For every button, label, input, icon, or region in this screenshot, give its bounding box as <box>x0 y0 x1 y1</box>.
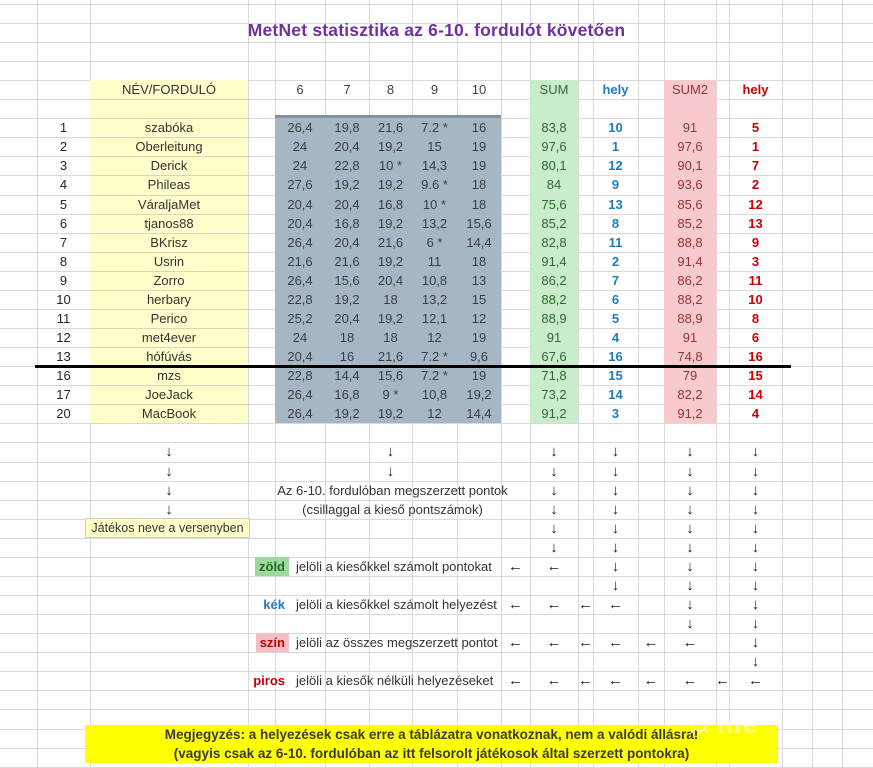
left-arrow-icon: ← <box>546 672 562 690</box>
hely2-cell[interactable]: 13 <box>748 215 763 231</box>
round-score-cell[interactable]: 13,2 <box>421 215 448 231</box>
player-name-note: Játékos neve a versenyben <box>85 518 250 538</box>
legend-label-piros: piros <box>253 673 285 689</box>
sum2-cell[interactable]: 91 <box>682 330 698 345</box>
down-arrow-icon: ↓ <box>686 481 694 499</box>
sum2-cell[interactable]: 85,6 <box>677 196 703 212</box>
name-cell[interactable]: Zorro <box>153 272 185 288</box>
round-score-cell[interactable]: 27,6 <box>287 177 313 193</box>
left-arrow-icon: ← <box>546 596 562 613</box>
round-score-cell[interactable]: 19,2 <box>377 310 404 326</box>
hely-cell[interactable]: 12 <box>608 158 623 174</box>
round-score-cell[interactable]: 16 <box>471 120 487 136</box>
round-score-cell[interactable]: 16,8 <box>334 387 360 403</box>
round-column-header[interactable]: 6 <box>296 82 304 98</box>
down-arrow-icon: ↓ <box>686 615 694 632</box>
down-arrow-icon: ↓ <box>686 519 694 537</box>
sum2-cell[interactable]: 90,1 <box>677 158 703 174</box>
row-number[interactable]: 5 <box>59 196 68 212</box>
round-score-cell[interactable]: 21,6 <box>377 234 404 250</box>
sum2-cell[interactable]: 91 <box>682 120 698 136</box>
round-score-cell[interactable]: 12 <box>427 406 442 422</box>
round-score-cell[interactable]: 21,6 <box>377 349 404 365</box>
page-title: MetNet statisztika az 6-10. fordulót követően <box>247 20 626 40</box>
sum-cell[interactable]: 86,2 <box>541 272 567 288</box>
gridline <box>0 767 873 768</box>
left-arrow-icon: ← <box>508 634 523 652</box>
sum-cell[interactable]: 75,6 <box>541 196 567 212</box>
down-arrow-icon: ↓ <box>751 519 760 537</box>
round-score-cell[interactable]: 24 <box>292 158 308 174</box>
round-score-cell[interactable]: 22,8 <box>287 368 313 384</box>
legend-label-zold: zöld <box>255 557 289 576</box>
row-number[interactable]: 3 <box>59 158 68 174</box>
round-column-header[interactable]: 10 <box>471 82 487 98</box>
round-score-cell[interactable]: 11 <box>427 253 442 269</box>
name-cell[interactable]: hófúvás <box>146 349 192 365</box>
hely-cell[interactable]: 13 <box>608 196 623 212</box>
round-score-cell[interactable]: 19 <box>471 158 487 174</box>
hely-cell[interactable]: 4 <box>611 330 620 345</box>
legend-row <box>168 595 289 614</box>
round-score-cell[interactable]: 21,6 <box>377 120 404 136</box>
round-score-cell[interactable]: 18 <box>383 330 398 345</box>
down-arrow-icon: ↓ <box>550 443 558 461</box>
round-score-cell[interactable]: 12,1 <box>421 310 448 326</box>
down-arrow-icon: ↓ <box>611 500 620 518</box>
left-arrow-icon: ← <box>508 672 523 690</box>
down-arrow-icon: ↓ <box>686 576 694 594</box>
down-arrow-icon: ↓ <box>686 462 694 480</box>
gridline <box>0 462 873 463</box>
row-number[interactable]: 11 <box>56 310 71 326</box>
name-cell[interactable]: herbary <box>146 291 192 307</box>
down-arrow-icon: ↓ <box>611 538 620 556</box>
sum2-cell[interactable]: 74,8 <box>677 349 703 365</box>
round-score-cell[interactable]: 10,8 <box>421 272 448 288</box>
name-column-header[interactable]: NÉV/FORDULÓ <box>122 82 216 97</box>
down-arrow-icon: ↓ <box>550 481 558 499</box>
hely2-cell[interactable]: 16 <box>748 349 763 365</box>
gridline <box>0 423 873 424</box>
legend-text: jelöli a kiesőkkel számolt helyezést <box>296 597 497 612</box>
round-score-cell[interactable]: 7.2 * <box>421 120 448 136</box>
hely2-cell[interactable]: 5 <box>751 120 760 136</box>
left-arrow-icon: ← <box>546 557 562 575</box>
legend-text: jelöli a kiesők nélküli helyezéseket <box>296 673 494 689</box>
watermark-text: me <box>716 709 760 739</box>
round-score-cell[interactable]: 7.2 * <box>421 349 448 365</box>
sum2-cell[interactable]: 93,6 <box>677 177 703 193</box>
gridline <box>90 99 248 100</box>
sum-cell[interactable]: 91,4 <box>541 253 567 269</box>
down-arrow-icon: ↓ <box>386 462 395 480</box>
left-arrow-icon: ← <box>578 596 593 613</box>
sum-cell[interactable]: 82,8 <box>541 234 567 250</box>
gridline <box>0 690 873 691</box>
sum2-cell[interactable]: 97,6 <box>677 139 703 155</box>
round-score-cell[interactable]: 18 <box>471 253 487 269</box>
name-cell[interactable]: mzs <box>157 368 181 384</box>
separator-line <box>35 365 791 368</box>
row-number[interactable]: 20 <box>56 406 71 422</box>
round-score-cell[interactable]: 22,8 <box>334 158 360 174</box>
round-score-cell[interactable]: 26,4 <box>287 120 313 136</box>
hely2-cell[interactable]: 8 <box>751 310 760 326</box>
hely2-cell[interactable]: 12 <box>748 196 763 212</box>
points-note-line1: Az 6-10. fordulóban megszerzett pontok <box>277 483 508 498</box>
round-score-cell[interactable]: 18 <box>383 291 398 307</box>
hely2-cell[interactable]: 4 <box>751 406 760 422</box>
sum-column-header[interactable]: SUM <box>539 82 569 97</box>
down-arrow-icon: ↓ <box>751 481 760 499</box>
sum2-cell[interactable]: 91,4 <box>677 253 703 269</box>
round-score-cell[interactable]: 15 <box>471 291 487 307</box>
round-score-cell[interactable]: 19 <box>471 139 487 155</box>
down-arrow-icon: ↓ <box>686 538 694 556</box>
round-column-header[interactable]: 7 <box>343 82 351 98</box>
round-score-cell[interactable]: 19 <box>471 368 487 384</box>
round-score-cell[interactable]: 20,4 <box>287 215 313 231</box>
round-score-cell[interactable]: 16,8 <box>377 196 404 212</box>
row-number[interactable]: 9 <box>59 272 68 288</box>
gridline <box>0 614 873 615</box>
round-score-cell[interactable]: 12 <box>471 310 487 326</box>
sum2-cell[interactable]: 91,2 <box>677 406 703 422</box>
round-column-header[interactable]: 8 <box>386 82 395 98</box>
down-arrow-icon: ↓ <box>611 462 620 480</box>
gridline <box>0 652 873 653</box>
round-score-cell[interactable]: 15,6 <box>377 368 404 384</box>
sum-cell[interactable]: 83,8 <box>541 120 567 136</box>
round-score-cell[interactable]: 14,4 <box>466 234 492 250</box>
down-arrow-icon: ↓ <box>611 557 620 575</box>
hely-cell[interactable]: 10 <box>608 120 623 136</box>
row-number[interactable]: 7 <box>59 234 68 250</box>
hely-cell[interactable]: 3 <box>611 406 620 422</box>
row-number[interactable]: 17 <box>56 387 71 403</box>
round-score-cell[interactable]: 21,6 <box>334 253 360 269</box>
round-score-cell[interactable]: 9,6 <box>469 349 489 365</box>
row-number[interactable]: 1 <box>59 120 68 136</box>
hely-cell[interactable]: 9 <box>611 177 620 193</box>
down-arrow-icon: ↓ <box>550 538 558 556</box>
row-number[interactable]: 10 <box>56 291 71 307</box>
name-cell[interactable]: Phileas <box>147 177 191 193</box>
down-arrow-icon: ↓ <box>751 557 760 575</box>
round-score-cell[interactable]: 19,2 <box>377 253 404 269</box>
left-arrow-icon: ← <box>608 634 623 652</box>
down-arrow-icon: ↓ <box>686 443 694 461</box>
round-score-cell[interactable]: 26,4 <box>287 406 313 422</box>
round-score-cell[interactable]: 18 <box>471 196 487 212</box>
hely2-cell[interactable]: 14 <box>748 387 763 403</box>
down-arrow-icon: ↓ <box>751 653 760 671</box>
row-number[interactable]: 2 <box>59 139 68 155</box>
footer-line2: (vagyis csak az 6-10. fordulóban az itt felsorolt játékosok által szerzett pontokra) <box>173 746 690 761</box>
round-score-cell[interactable]: 18 <box>471 177 487 193</box>
down-arrow-icon: ↓ <box>550 500 558 518</box>
hely2-cell[interactable]: 10 <box>748 291 763 307</box>
sum2-column-header[interactable]: SUM2 <box>671 82 709 97</box>
round-score-cell[interactable]: 14,4 <box>334 368 360 384</box>
hely-cell[interactable]: 5 <box>611 310 620 326</box>
hely-cell[interactable]: 11 <box>608 234 623 250</box>
hely-column-header[interactable]: hely <box>602 82 629 97</box>
round-score-cell[interactable]: 10 * <box>378 158 403 174</box>
name-cell[interactable]: BKrisz <box>150 234 188 250</box>
hely-cell[interactable]: 1 <box>611 139 620 155</box>
legend-text: jelöli a kiesőkkel számolt pontokat <box>296 558 492 574</box>
row-number[interactable]: 13 <box>56 349 71 365</box>
down-arrow-icon: ↓ <box>751 634 760 652</box>
sum2-cell[interactable]: 85,2 <box>677 215 703 231</box>
sum-cell[interactable]: 91 <box>546 330 562 345</box>
sum-cell[interactable]: 88,2 <box>541 291 567 307</box>
round-score-cell[interactable]: 19,2 <box>377 406 404 422</box>
left-arrow-icon: ← <box>608 596 623 613</box>
down-arrow-icon: ↓ <box>751 596 760 613</box>
legend-label-kek: kék <box>263 597 285 612</box>
down-arrow-icon: ↓ <box>550 519 558 537</box>
gridline <box>0 4 873 5</box>
down-arrow-icon: ↓ <box>751 500 760 518</box>
sum-cell[interactable]: 67,6 <box>541 349 567 365</box>
down-arrow-icon: ↓ <box>386 443 395 461</box>
left-arrow-icon: ← <box>578 634 593 652</box>
footer-line1: Megjegyzés: a helyezések csak erre a táblázatra vonatkoznak, nem a valódi állásra! <box>164 727 699 742</box>
gridline <box>0 442 873 443</box>
down-arrow-icon: ↓ <box>165 443 173 461</box>
name-cell[interactable]: Derick <box>150 158 188 174</box>
round-score-cell[interactable]: 14,3 <box>421 158 448 174</box>
round-score-cell[interactable]: 15,6 <box>334 272 360 288</box>
sum-cell[interactable]: 85,2 <box>541 215 567 231</box>
hely2-cell[interactable]: 7 <box>751 158 760 174</box>
round-score-cell[interactable]: 19,2 <box>334 406 360 422</box>
sum2-cell[interactable]: 82,2 <box>677 387 703 403</box>
row-number[interactable]: 16 <box>56 368 71 384</box>
hely2-column-header[interactable]: hely <box>742 82 769 97</box>
row-number[interactable]: 6 <box>59 215 68 231</box>
round-score-cell[interactable]: 26,4 <box>287 272 313 288</box>
name-cell[interactable]: tjanos88 <box>144 215 194 231</box>
sum-cell[interactable]: 97,6 <box>541 139 567 155</box>
down-arrow-icon: ↓ <box>611 443 620 461</box>
down-arrow-icon: ↓ <box>686 557 694 575</box>
legend-text: jelöli az összes megszerzett pontot <box>296 635 498 651</box>
sum-cell[interactable]: 91,2 <box>541 406 567 422</box>
round-score-cell[interactable]: 25,2 <box>287 310 313 326</box>
left-arrow-icon: ← <box>578 672 593 690</box>
sum-cell[interactable]: 80,1 <box>541 158 567 174</box>
down-arrow-icon: ↓ <box>686 596 694 613</box>
round-column-header[interactable]: 9 <box>430 82 439 98</box>
hely-cell[interactable]: 16 <box>608 349 623 365</box>
left-arrow-icon: ← <box>682 672 698 690</box>
down-arrow-icon: ↓ <box>751 462 760 480</box>
name-cell[interactable]: MacBook <box>141 406 197 422</box>
round-score-cell[interactable]: 19 <box>471 330 487 345</box>
left-arrow-icon: ← <box>682 634 698 652</box>
round-score-cell[interactable]: 7.2 * <box>421 368 448 384</box>
hely2-cell[interactable]: 11 <box>748 272 763 288</box>
sum-cell[interactable]: 84 <box>546 177 562 193</box>
left-arrow-icon: ← <box>643 634 659 652</box>
hely2-cell[interactable]: 2 <box>751 177 760 193</box>
down-arrow-icon: ↓ <box>751 443 760 461</box>
round-score-cell[interactable]: 9.6 * <box>421 177 448 193</box>
hely2-cell[interactable]: 3 <box>751 253 760 269</box>
name-cell[interactable]: met4ever <box>141 330 197 345</box>
left-arrow-icon: ← <box>546 634 562 652</box>
sum-cell[interactable]: 71,8 <box>541 368 567 384</box>
round-score-cell[interactable]: 16 <box>339 349 355 365</box>
footer-note <box>85 700 778 763</box>
round-score-cell[interactable]: 19,2 <box>377 177 404 193</box>
sum2-cell[interactable]: 79 <box>682 368 698 384</box>
round-score-cell[interactable]: 10 * <box>422 196 447 212</box>
left-arrow-icon: ← <box>608 672 623 690</box>
sum2-cell[interactable]: 88,9 <box>677 310 703 326</box>
round-score-cell[interactable]: 16,8 <box>334 215 360 231</box>
watermark <box>682 700 760 742</box>
down-arrow-icon: ↓ <box>165 481 173 499</box>
round-score-cell[interactable]: 18 <box>339 330 355 345</box>
round-score-cell[interactable]: 19,2 <box>334 291 360 307</box>
round-score-cell[interactable]: 22,8 <box>287 291 313 307</box>
down-arrow-icon: ↓ <box>550 462 558 480</box>
down-arrow-icon: ↓ <box>611 576 620 594</box>
down-arrow-icon: ↓ <box>611 481 620 499</box>
gridline <box>0 42 873 43</box>
row-number[interactable]: 4 <box>59 177 68 193</box>
hely2-cell[interactable]: 1 <box>751 139 760 155</box>
round-score-cell[interactable]: 20,4 <box>334 196 360 212</box>
sun-icon: ☼ <box>682 700 717 742</box>
round-score-cell[interactable]: 26,4 <box>287 234 313 250</box>
legend-row <box>168 671 289 690</box>
round-score-cell[interactable]: 20,4 <box>334 234 360 250</box>
left-arrow-icon: ← <box>508 557 523 575</box>
points-note-line2: (csillaggal a kieső pontszámok) <box>302 502 483 517</box>
hely2-cell[interactable]: 15 <box>748 368 763 384</box>
hely-cell[interactable]: 7 <box>611 272 620 288</box>
hely-cell[interactable]: 2 <box>611 253 620 269</box>
name-cell[interactable]: Oberleitung <box>135 139 203 155</box>
hely2-cell[interactable]: 9 <box>751 234 760 250</box>
down-arrow-icon: ↓ <box>751 615 760 632</box>
legend-row <box>168 633 289 652</box>
name-cell[interactable]: Perico <box>150 310 188 326</box>
sum2-cell[interactable]: 88,8 <box>677 234 703 250</box>
sum2-cell[interactable]: 86,2 <box>677 272 703 288</box>
legend-row <box>168 557 289 576</box>
round-score-cell[interactable]: 26,4 <box>287 387 313 403</box>
legend-label-szin: szín <box>256 633 289 652</box>
hely-cell[interactable]: 14 <box>608 387 623 403</box>
hely-cell[interactable]: 8 <box>611 215 620 231</box>
name-cell[interactable]: Usrin <box>153 253 185 269</box>
round-score-cell[interactable]: 20,4 <box>334 139 360 155</box>
gridline <box>0 576 873 577</box>
round-score-cell[interactable]: 19,2 <box>377 139 404 155</box>
round-score-cell[interactable]: 15 <box>427 139 442 155</box>
round-score-cell[interactable]: 10,8 <box>421 387 448 403</box>
hely-cell[interactable]: 15 <box>608 368 623 384</box>
round-score-cell[interactable]: 14,4 <box>466 406 492 422</box>
name-cell[interactable]: JoeJack <box>145 387 193 403</box>
down-arrow-icon: ↓ <box>751 576 760 594</box>
round-score-cell[interactable]: 6 * <box>426 234 443 250</box>
round-score-cell[interactable]: 19,2 <box>334 177 360 193</box>
sum-cell[interactable]: 88,9 <box>541 310 567 326</box>
round-score-cell[interactable]: 15,6 <box>466 215 492 231</box>
hely-cell[interactable]: 6 <box>611 291 620 307</box>
name-cell[interactable]: szabóka <box>144 120 194 136</box>
round-score-cell[interactable]: 19,2 <box>466 387 492 403</box>
round-score-cell[interactable]: 24 <box>292 139 308 155</box>
down-arrow-icon: ↓ <box>611 519 620 537</box>
round-score-cell[interactable]: 21,6 <box>287 253 313 269</box>
round-score-cell[interactable]: 9 * <box>382 387 399 403</box>
down-arrow-icon: ↓ <box>165 462 173 480</box>
left-arrow-icon: ← <box>643 672 659 690</box>
round-score-cell[interactable]: 20,4 <box>334 310 360 326</box>
left-arrow-icon: ← <box>715 672 730 690</box>
row-number[interactable]: 12 <box>56 330 71 345</box>
round-score-cell[interactable]: 13 <box>471 272 487 288</box>
round-score-cell[interactable]: 13,2 <box>421 291 448 307</box>
round-score-cell[interactable]: 20,4 <box>287 349 313 365</box>
round-score-cell[interactable]: 20,4 <box>287 196 313 212</box>
round-score-cell[interactable]: 20,4 <box>377 272 404 288</box>
round-score-cell[interactable]: 19,8 <box>334 120 360 136</box>
hely2-cell[interactable]: 6 <box>751 330 760 345</box>
sum2-cell[interactable]: 88,2 <box>677 291 703 307</box>
round-score-cell[interactable]: 24 <box>292 330 308 345</box>
down-arrow-icon: ↓ <box>165 500 173 518</box>
down-arrow-icon: ↓ <box>686 500 694 518</box>
left-arrow-icon: ← <box>748 672 763 690</box>
round-score-cell[interactable]: 12 <box>427 330 442 345</box>
left-arrow-icon: ← <box>508 596 523 613</box>
sum-cell[interactable]: 73,2 <box>541 387 567 403</box>
down-arrow-icon: ↓ <box>751 538 760 556</box>
name-cell[interactable]: VáraljaMet <box>137 196 201 212</box>
row-number[interactable]: 8 <box>59 253 68 269</box>
gridline <box>0 61 873 62</box>
round-score-cell[interactable]: 19,2 <box>377 215 404 231</box>
